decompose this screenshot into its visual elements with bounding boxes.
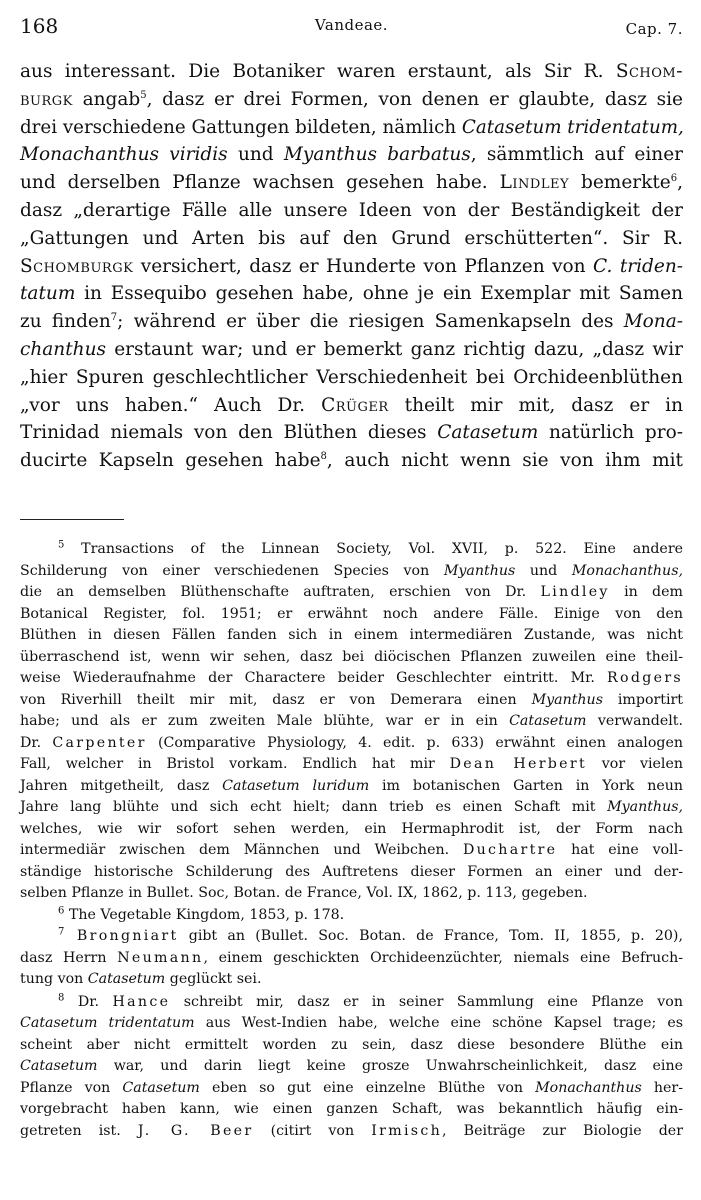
footnote-8-line: Catasetum war, und darin liegt keine grosze Unwahrscheinlichkeit, dasz eine [20,1058,683,1074]
text-line: zu finden$^7$; während er über die riesigen Samenkapseln des Mona- [20,311,683,333]
footnote-7-line: tung von Catasetum geglückt sei. [20,971,262,987]
footnote-8-line: getreten ist. J. G. Beer (citirt von Irmisch, Beiträge zur Biologie der [20,1122,683,1139]
text-line: drei verschiedene Gattungen bildeten, nämlich Catasetum tridentatum, [20,116,684,138]
text-line: chanthus erstaunt war; und er bemerkt ganz richtig dazu, „dasz wir [20,338,683,360]
page-header [20,14,683,44]
footnote-7-line: $^7$ Brongniart gibt an (Bullet. Soc. Botan. de France, Tom. II, 1855, p. 20), [58,926,683,944]
text-line: tatum in Essequibo gesehen habe, ohne je ein Exemplar mit Samen [20,283,683,305]
running-title: Vandeae. [314,16,389,34]
footnote-ref-5[interactable]: 5 [140,89,147,101]
text-line: „Gattungen und Arten bis auf den Grund erschütterten“. Sir R. [20,227,683,249]
footnote-8-line: $^8$ Dr. Hance schreibt mir, dasz er in seiner Sammlung eine Pflanze von [58,991,683,1010]
chapter-reference: Cap. 7. [625,20,683,38]
footnote-5-line: intermediär zwischen dem Männchen und Weibchen. Duchartre hat eine voll- [20,842,683,858]
footnote-8-line: Catasetum tridentatum aus West-Indien habe, welche eine schöne Kapsel trage; es [20,1015,684,1031]
footnotes [20,539,683,1142]
page-number: 168 [20,14,59,38]
footnote-separator [20,519,124,520]
footnote-ref-6[interactable]: 6 [670,173,678,185]
footnote-5-line: Blüthen in diesen Fällen fanden sich in einem intermediären Zustande, was nicht [20,627,683,643]
text-line: Schomburgk versichert, dasz er Hunderte von Pflanzen von C. triden- [20,255,683,277]
text-line: burgk angab$^5$, dasz er drei Formen, von denen er glaubte, dasz sie [20,88,683,110]
footnote-8-line: vorgebracht haben kann, wie einen ganzen Schaft, was bekanntlich häufig ein- [20,1101,683,1117]
footnote-5-line: Fall, welcher in Bristol vorkam. Endlich hat mir Dean Herbert vor vielen [20,756,683,772]
footnote-5-line: selben Pflanze in Bullet. Soc, Botan. de France, Vol. IX, 1862, p. 113, gegeben. [20,885,588,901]
footnote-ref-8[interactable]: 8 [320,451,327,462]
text-line: aus interessant. Die Botaniker waren erstaunt, als Sir R. Schom- [20,61,683,82]
footnote-5-line: Jahren mitgetheilt, dasz Catasetum luridum im botanischen Garten in York neun [20,777,684,794]
text-line: „vor uns haben.“ Auch Dr. Crüger theilt mir mit, dasz er in [20,394,684,416]
text-line: „hier Spuren geschlechtlicher Verschiedenheit bei Orchideenblüthen [20,366,683,388]
footnote-5-line: überraschend ist, wenn wir sehen, dasz bei diöcischen Pflanzen zuweilen eine theil- [20,648,683,665]
footnote-5-line: Jahre lang blühte und sich echt hielt; dann trieb es einen Schaft mit Myanthus, [20,799,683,815]
main-text [20,58,683,475]
text-line: dasz „derartige Fälle alle unsere Ideen von der Beständigkeit der [20,199,683,221]
footnote-5-line: Dr. Carpenter (Comparative Physiology, 4. edit. p. 633) erwähnt einen analogen [20,734,683,751]
footnote-5-line: Botanical Register, fol. 1951; er erwähnt noch andere Fälle. Einige von den [20,605,683,622]
text-line: Monachanthus viridis und Myanthus barbatus, sämmtlich auf einer [20,144,683,166]
footnote-5-line: habe; und als er zum zweiten Male blühte, war er in ein Catasetum verwandelt. [20,713,683,729]
text-line: ducirte Kapseln gesehen habe$^8$, auch nicht wenn sie von ihm mit [20,450,683,472]
footnote-5-line: welches, wie wir sofort sehen werden, ein Hermaphrodit ist, der Form nach [20,820,683,837]
footnote-6-line: $^6$ The Vegetable Kingdom, 1853, p. 178. [58,904,345,923]
footnote-5-line: von Riverhill theilt mir mit, dasz er von Demerara einen Myanthus importirt [20,691,683,708]
footnote-8-line: Pflanze von Catasetum eben so gut eine einzelne Blüthe von Monachanthus her- [20,1079,683,1096]
footnote-5-line: die an demselben Blüthenschafte auftraten, erschien von Dr. Lindley in dem [20,584,683,600]
footnote-ref-7[interactable]: 7 [110,312,118,324]
footnote-5-line: weise Wiederaufnahme der Charactere beider Geschlechter eintritt. Mr. Rodgers [20,670,683,686]
footnote-5-line: Schilderung von einer verschiedenen Species von Myanthus und Monachanthus, [20,562,683,579]
text-line: Trinidad niemals von den Blüthen dieses Catasetum natürlich pro- [20,422,684,444]
footnote-8-line: scheint aber nicht ermittelt worden zu sein, dasz diese besondere Blüthe ein [20,1036,683,1053]
footnote-5-line: ständige historische Schilderung des Auftretens dieser Formen an einer und der- [20,863,683,880]
footnote-5-line: $^5$ Transactions of the Linnean Society, Vol. XVII, p. 522. Eine andere [58,539,683,557]
footnote-7-line: dasz Herrn Neumann, einem geschickten Orchideenzüchter, niemals eine Befruch- [20,949,683,966]
text-line: und derselben Pflanze wachsen gesehen habe. Lindley bemerkte$^6$, [20,172,683,194]
